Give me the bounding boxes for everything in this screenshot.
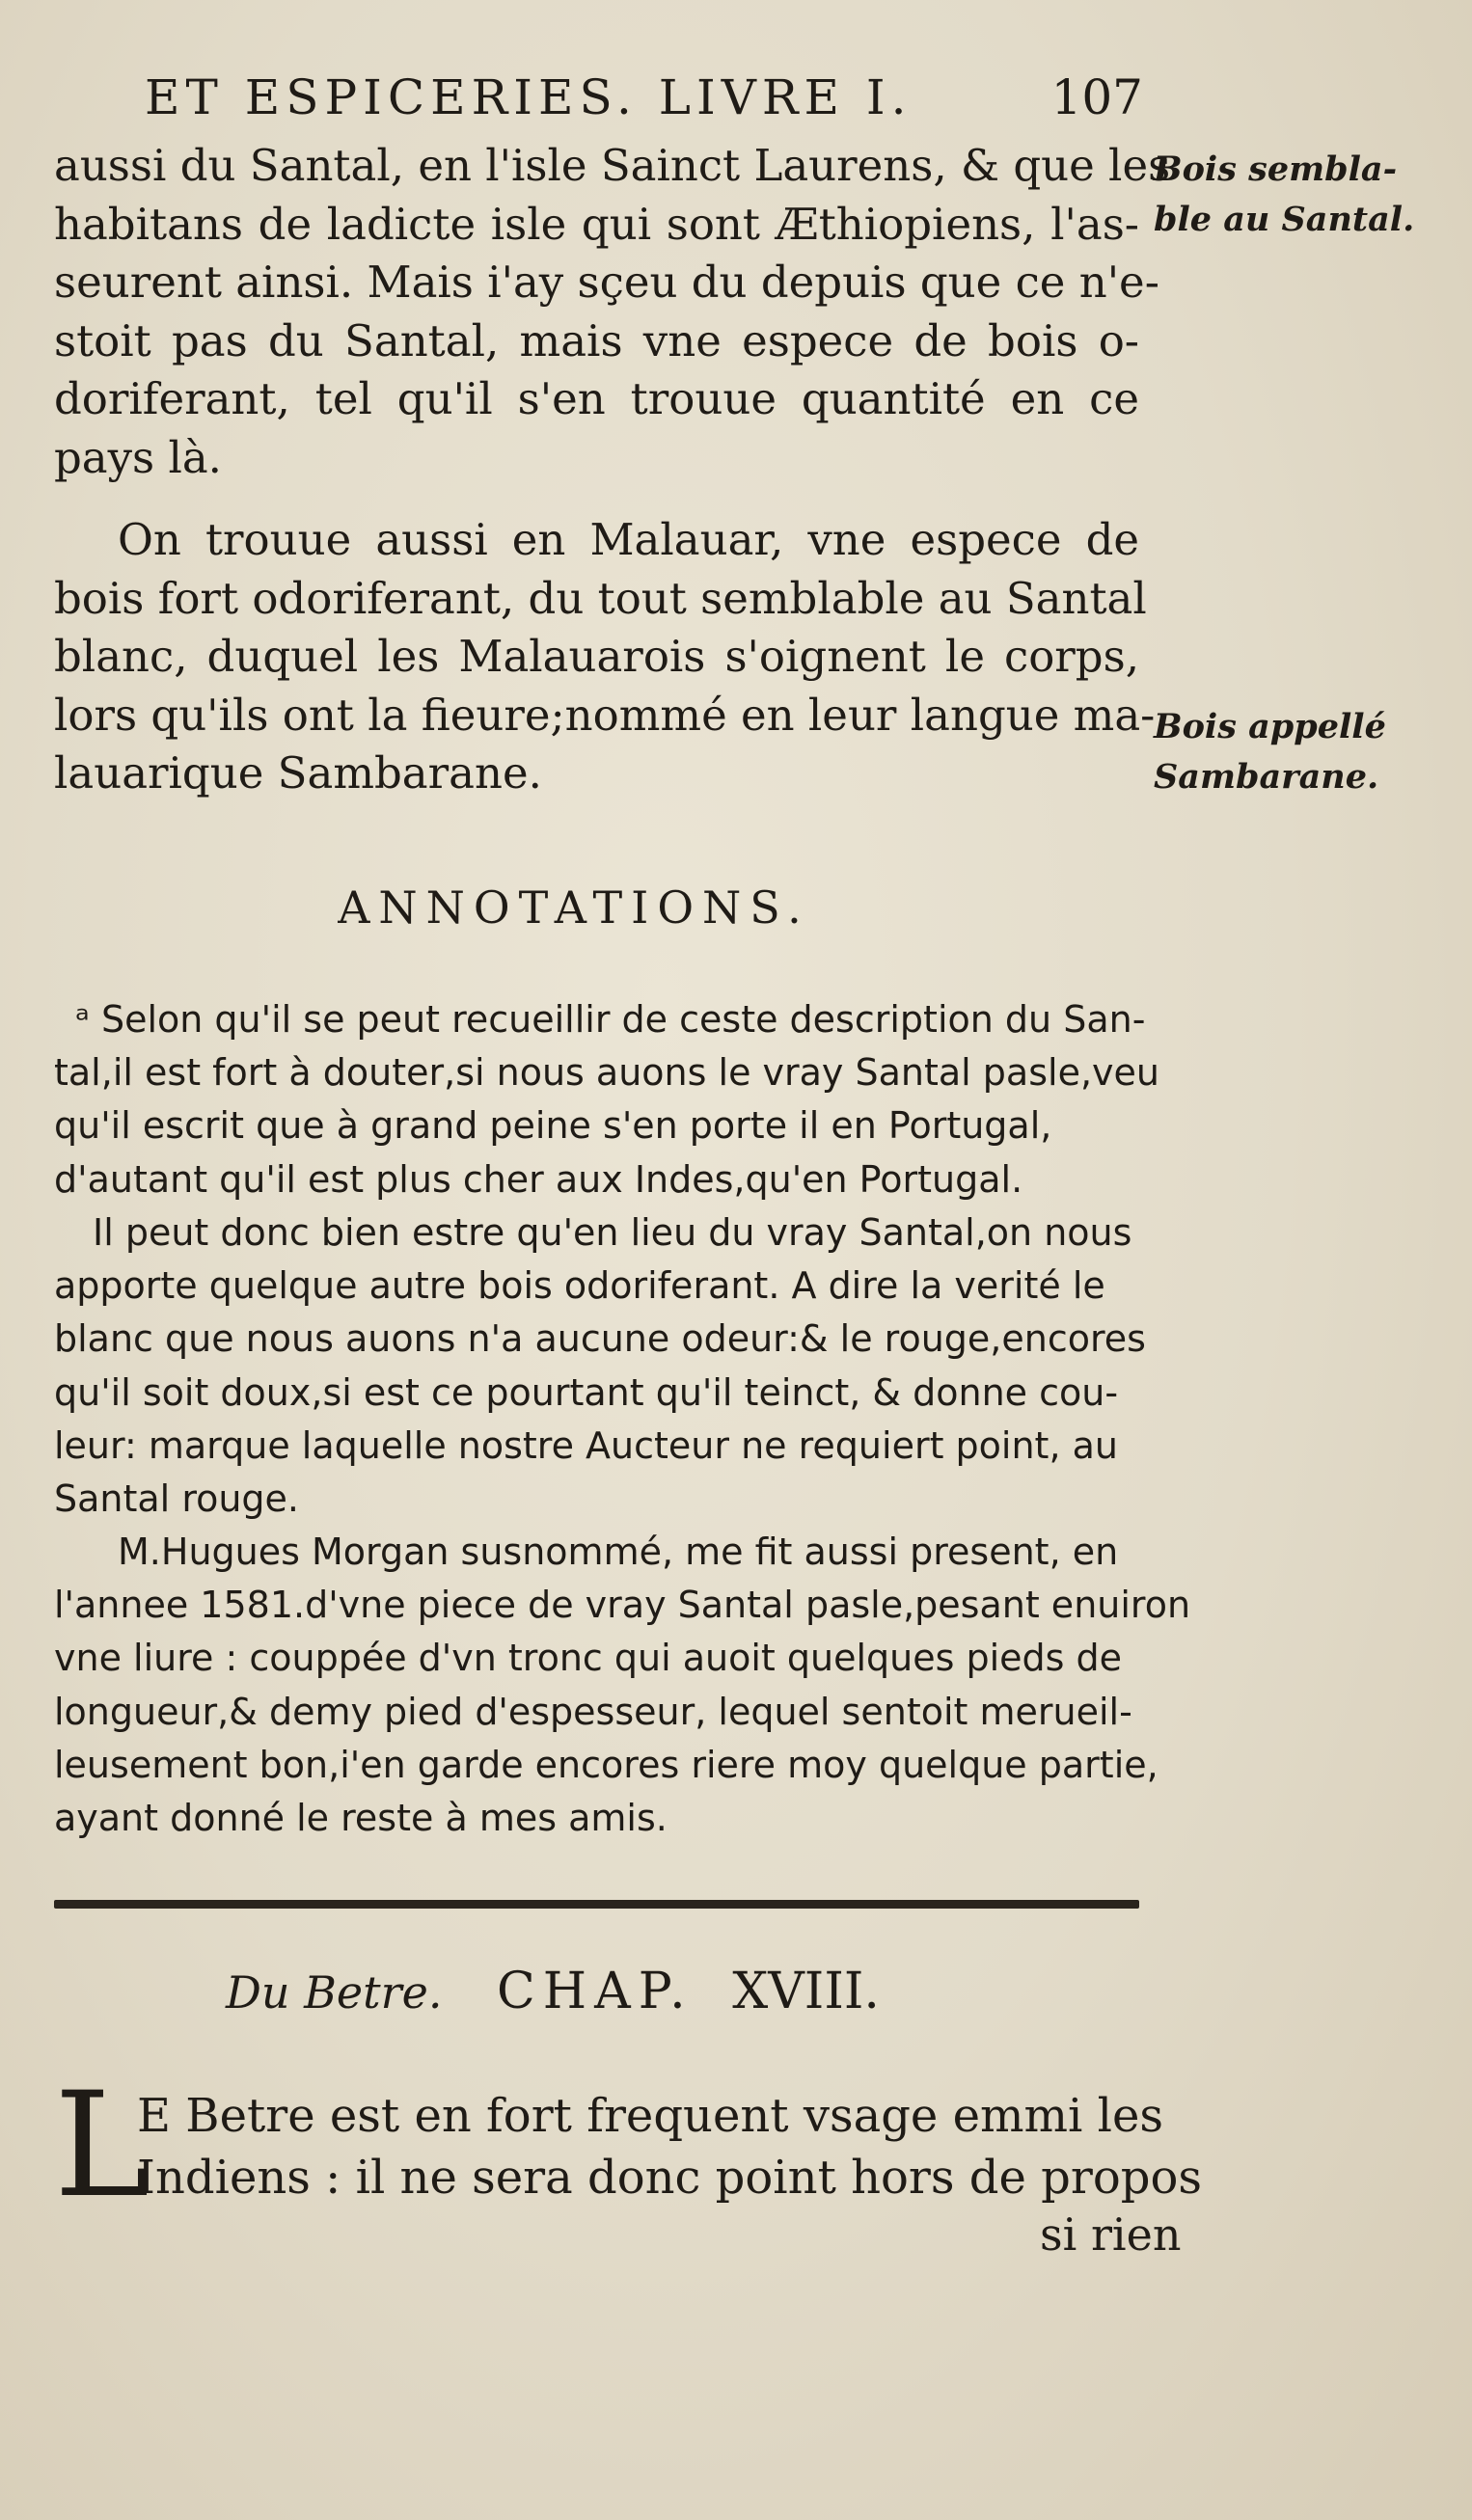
text-line: longueur,& demy pied d'espesseur, lequel sentoit merueil- [54,1690,1132,1733]
text-line: blanc que nous auons n'a aucune odeur:& le rouge,encores [54,1317,1146,1361]
text-line: E Betre est en fort frequent vsage emmi les [137,2089,1164,2143]
margin-note-bois-semblable [1154,145,1462,245]
text-line: leusement bon,i'en garde encores riere moy quelque partie, [54,1743,1159,1786]
running-head [145,69,1143,125]
margin-note-line: Bois sembla- [1154,149,1398,189]
text-line: vne liure : couppée d'vn tronc qui auoit quelques pieds de [54,1637,1123,1680]
text-line: habitans de ladicte isle qui sont Æthiopiens, l'as- [54,198,1139,250]
text-line: leur: marque laquelle nostre Aucteur ne requiert point, au [54,1423,1118,1467]
text-line: pays là. [54,431,222,483]
text-line: d'autant qu'il est plus cher aux Indes,qu'en Portugal. [54,1157,1023,1201]
annotation-paragraph-3 [54,1526,1191,1845]
paragraph-santal [54,137,1171,487]
text-line: aussi du Santal, en l'isle Sainct Laurens, & que les [54,140,1171,191]
page-number: 107 [1050,69,1143,125]
chapter-opening-text [137,2085,1202,2208]
chapter-subject: Du Betre. [226,1966,443,2019]
annotation-paragraph-2 [54,1206,1146,1526]
text-line: bois fort odoriferant, du tout semblable au Santal [54,572,1147,624]
text-line: blanc, duquel les Malauarois s'oignent le corps, [54,631,1139,682]
text-line: seurent ainsi. Mais i'ay sçeu du depuis que ce n'e- [54,257,1159,308]
margin-note-line: ble au Santal. [1154,200,1415,239]
text-line: lors qu'ils ont la fieure;nommé en leur langue ma- [54,689,1156,741]
chapter-number: XVIII. [732,1963,880,2020]
text-line: Indiens : il ne sera donc point hors de propos [137,2151,1202,2205]
text-line: doriferant, tel qu'il s'en trouue quantité en ce [54,373,1139,424]
running-head-title: ET ESPICERIES. LIVRE I. [145,69,913,125]
text-line: l'annee 1581.d'vne piece de vray Santal pasle,pesant enuiron [54,1584,1191,1627]
text-line: lauarique Sambarane. [54,747,542,799]
text-line: apporte quelque autre bois odoriferant. A dire la verité le [54,1264,1105,1308]
chapter-label: CHAP. [497,1963,694,2020]
text-line: qu'il soit doux,si est ce pourtant qu'il teinct, & donne cou- [54,1370,1119,1414]
section-rule [54,1900,1139,1909]
text-line: stoit pas du Santal, mais vne espece de bois o- [54,314,1139,366]
drop-cap: L [54,2062,150,2230]
text-line: ayant donné le reste à mes amis. [54,1797,668,1840]
catchword: si rien [1040,2208,1182,2261]
text-line: ᵃ Selon qu'il se peut recueillir de ceste description du San- [75,998,1146,1041]
annotations-heading: ANNOTATIONS. [338,881,810,934]
paragraph-malauar [54,511,1156,803]
text-line: tal,il est fort à douter,si nous auons le vray Santal pasle,veu [54,1051,1159,1095]
margin-note-bois-appelle [1154,702,1462,802]
text-line: qu'il escrit que à grand peine s'en porte il en Portugal, [54,1104,1052,1148]
text-line: On trouue aussi en Malauar, vne espece de [118,514,1139,565]
chapter-heading [226,1963,880,2020]
text-line: Santal rouge. [54,1477,300,1521]
margin-note-line: Sambarane. [1154,757,1379,797]
margin-note-line: Bois appellé [1154,707,1386,746]
annotation-paragraph-1 [54,993,1159,1206]
text-line: Il peut donc bien estre qu'en lieu du vray Santal,on nous [93,1211,1132,1254]
text-line: M.Hugues Morgan susnommé, me fit aussi present, en [118,1531,1119,1573]
